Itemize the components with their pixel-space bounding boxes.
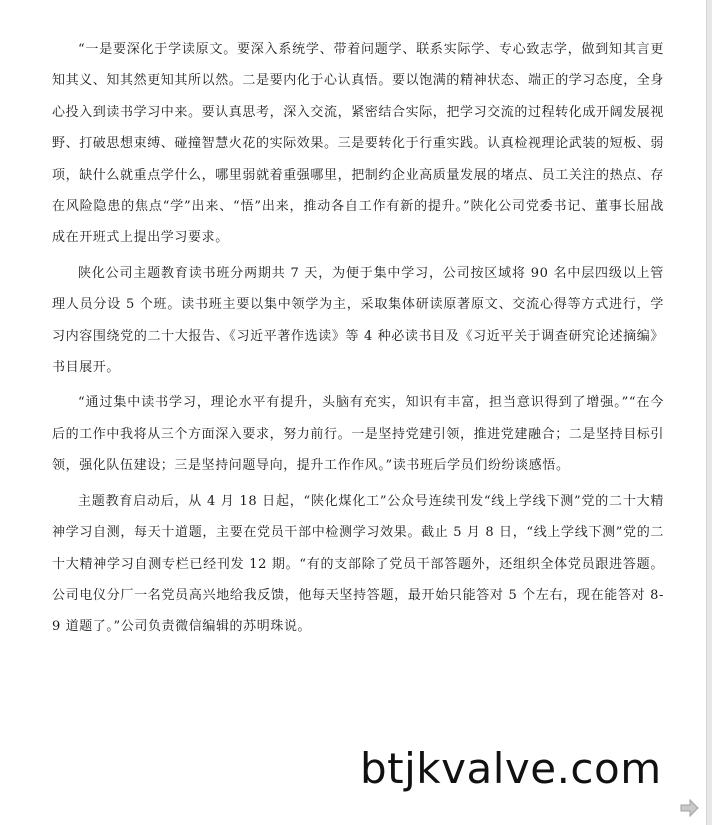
- paragraph-2: 陕化公司主题教育读书班分两期共 7 天，为便于集中学习，公司按区域将 90 名中层四级以上管理人员分设 5 个班。读书班主要以集中领学为主，采取集体研读原著原文、交流心得等方式进行，学习内容围绕党的二十大报告、《习近平著作选读》等 4 种必读书目及《习近平关于调查研究论述摘编》书目展开。: [52, 265, 664, 376]
- paragraph-4: 主题教育启动后，从 4 月 18 日起，“陕化煤化工”公众号连续刊发“线上学线下测”党的二十大精神学习自测，每天十道题，主要在党员干部中检测学习效果。截止 5 月 8 日，“线上学线下测”党的二十大精神学习自测专栏已经刊发 12 期。“有的支部除了党员干部答题外，还组织全体党员跟进答题。公司电仪分厂一名党员高兴地给我反馈，他每天坚持答题，最开始只能答对 5 个左右，现在能答对 8-9 道题了。”公司负责微信编辑的苏明珠说。: [52, 493, 664, 635]
- next-page-arrow-icon[interactable]: [678, 797, 700, 819]
- paragraph-3: “通过集中读书学习，理论水平有提升，头脑有充实，知识有丰富，担当意识得到了增强。”“在今后的工作中我将从三个方面深入要求，努力前行。一是坚持党建引领，推进党建融合；二是坚持目标引领，强化队伍建设；三是坚持问题导向，提升工作作风。”读书班后学员们纷纷谈感悟。: [52, 395, 665, 474]
- right-scroll-edge: [706, 0, 712, 825]
- document-page: [52, 34, 664, 647]
- paragraph-1: “一是要深化于学读原文。要深入系统学、带着问题学、联系实际学、专心致志学，做到知其言更知其义、知其然更知其所以然。二是要内化于心认真悟。要以饱满的精神状态、端正的学习态度，全身心投入到读书学习中来。要认真思考，深入交流，紧密结合实际，把学习交流的过程转化成开阔发展视野、打破思想束缚、碰撞智慧火花的实际效果。三是要转化于行重实践。认真检视理论武装的短板、弱项，缺什么就重点学什么，哪里弱就着重强哪里，把制约企业高质量发展的堵点、员工关注的热点、存在风险隐患的焦点“学”出来、“悟”出来，推动各自工作有新的提升。”陕化公司党委书记、董事长屈战成在开班式上提出学习要求。: [52, 42, 665, 246]
- watermark-text: btjkvalve.com: [360, 744, 662, 793]
